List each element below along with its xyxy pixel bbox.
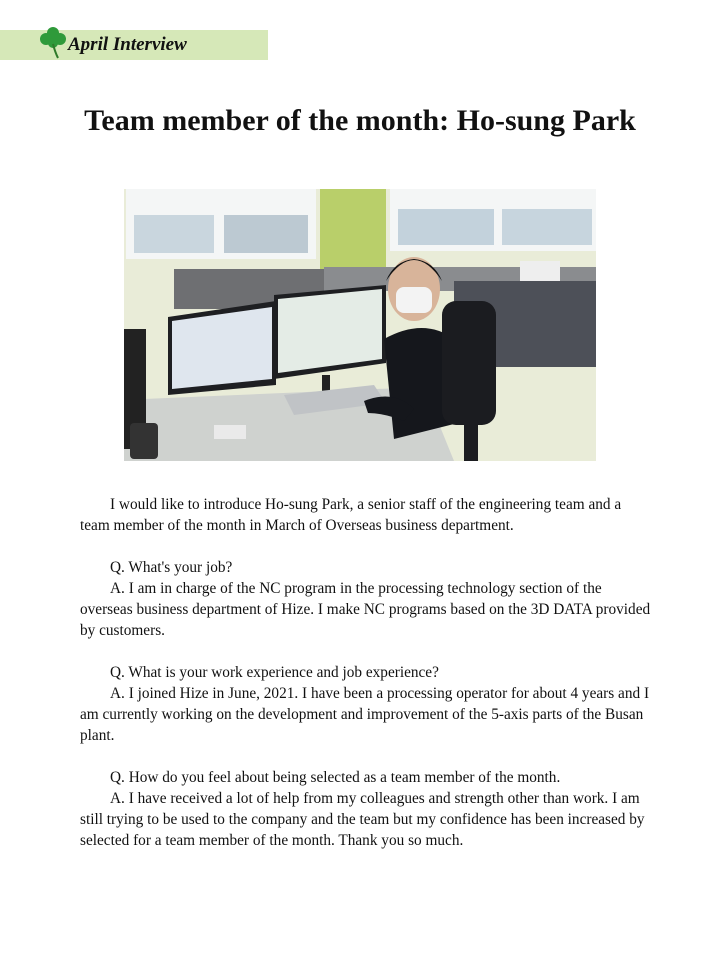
answer-3: A. I have received a lot of help from my colleagues and strength other than work. I am still trying to be used to the company and the team but my confidence has been increased by selected for a team member of the month. Thank you so much. xyxy=(80,790,645,849)
page-title: Team member of the month: Ho-sung Park xyxy=(84,104,636,137)
question-1: Q. What's your job? xyxy=(110,559,233,576)
answer-2: A. I joined Hize in June, 2021. I have been a processing operator for about 4 years and I am currently working on the development and improvement of the 5-axis parts of the Busan plant. xyxy=(80,685,650,744)
section-tag xyxy=(0,30,268,60)
interview-article xyxy=(80,494,652,851)
question-2: Q. What is your work experience and job experience? xyxy=(110,664,439,681)
answer-1: A. I am in charge of the NC program in the processing technology section of the overseas business department of Hize. I make NC programs based on the 3D DATA provided by customers. xyxy=(80,580,651,639)
section-tag-label: April Interview xyxy=(68,34,187,55)
question-3: Q. How do you feel about being selected as a team member of the month. xyxy=(110,769,561,786)
intro-paragraph: I would like to introduce Ho-sung Park, a senior staff of the engineering team and a team member of the month in March of Overseas business department. xyxy=(80,496,622,534)
office-workstation-photo xyxy=(124,189,596,461)
clover-icon xyxy=(38,24,68,60)
